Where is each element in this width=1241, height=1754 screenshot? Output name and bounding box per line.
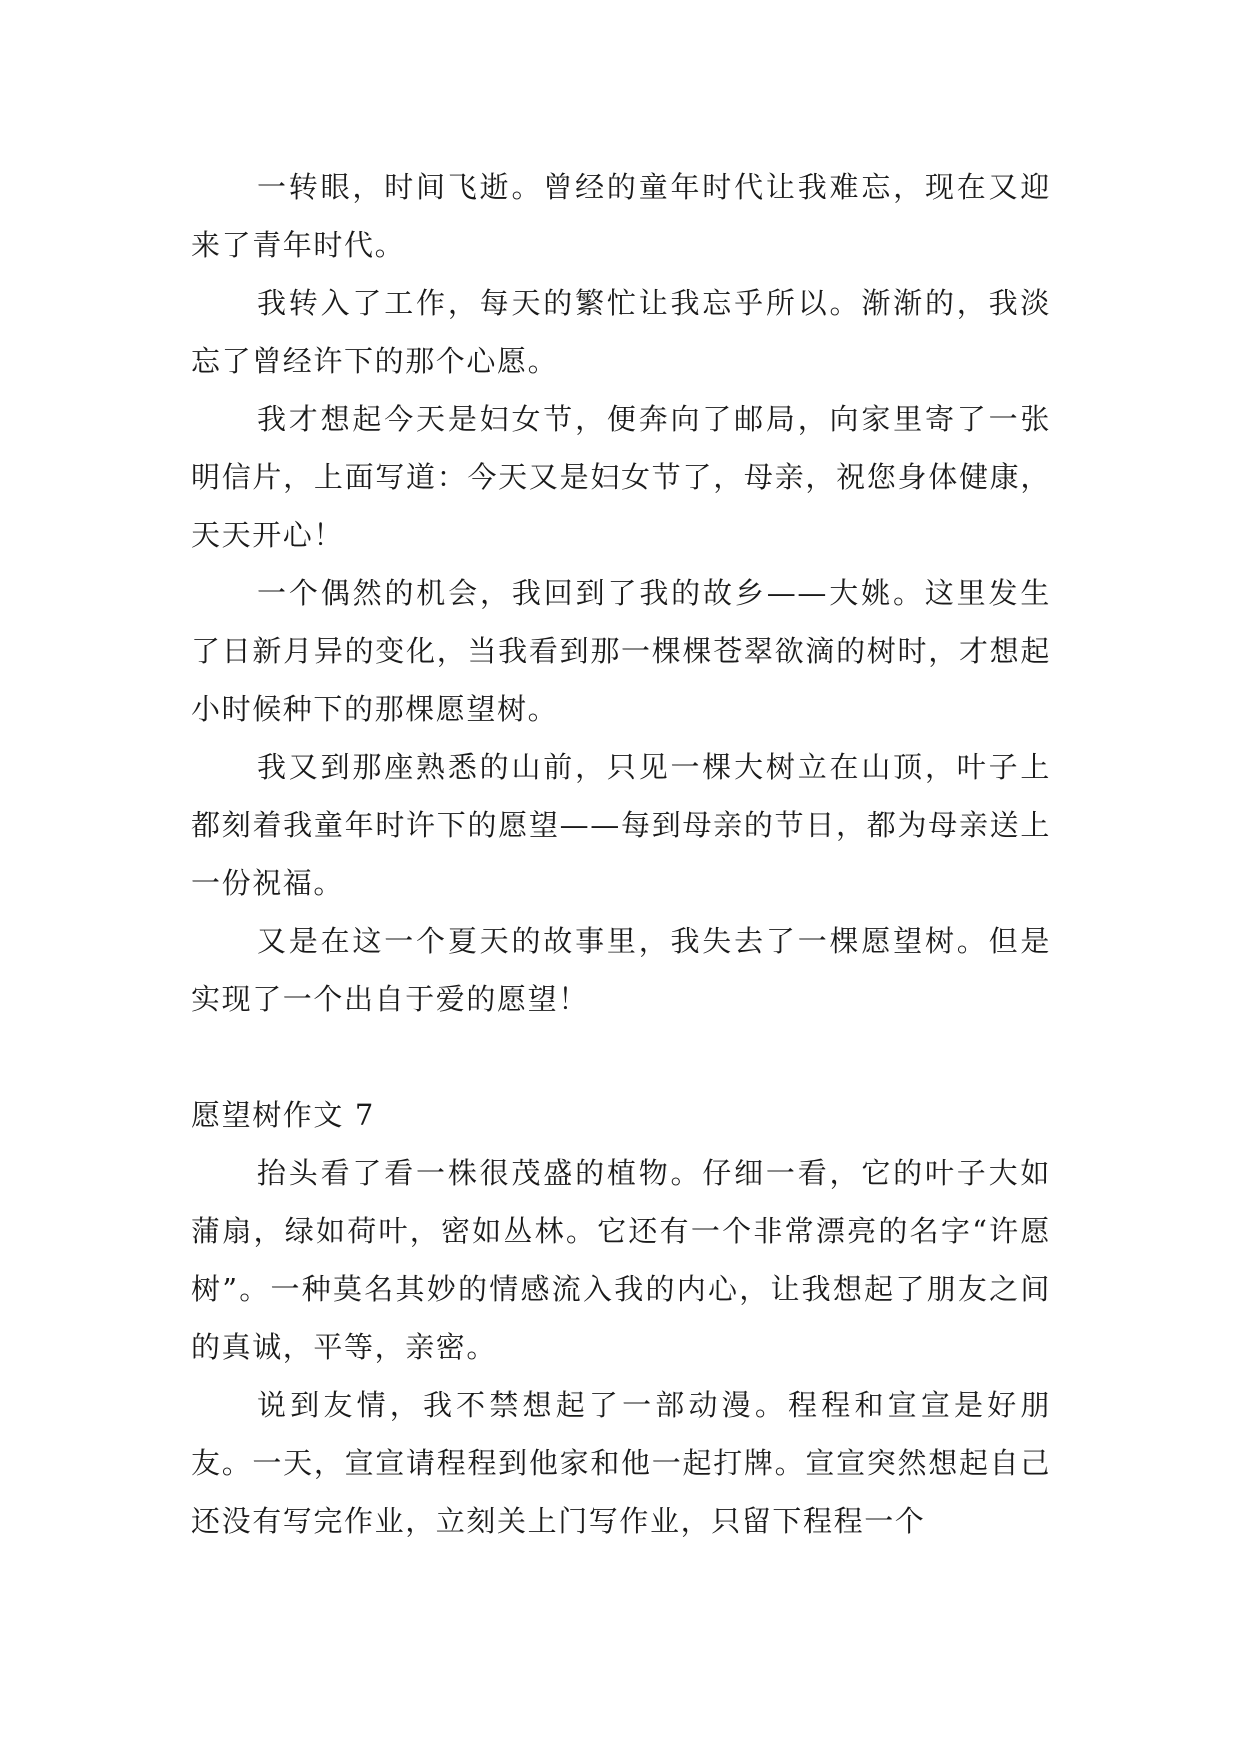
paragraph: 一个偶然的机会，我回到了我的故乡——大姚。这里发生了日新月异的变化，当我看到那一棵棵苍翠欲滴的树时，才想起小时候种下的那棵愿望树。 xyxy=(191,576,1051,726)
paragraph: 我才想起今天是妇女节，便奔向了邮局，向家里寄了一张明信片，上面写道：今天又是妇女节了，母亲，祝您身体健康，天天开心！ xyxy=(191,402,1051,552)
paragraph: 说到友情，我不禁想起了一部动漫。程程和宣宣是好朋友。一天，宣宣请程程到他家和他一起打牌。宣宣突然想起自己还没有写完作业，立刻关上门写作业，只留下程程一个 xyxy=(191,1388,1051,1538)
paragraph: 又是在这一个夏天的故事里，我失去了一棵愿望树。但是实现了一个出自于爱的愿望！ xyxy=(191,924,1051,1016)
paragraph: 抬头看了看一株很茂盛的植物。仔细一看，它的叶子大如蒲扇，绿如荷叶，密如丛林。它还有一个非常漂亮的名字“许愿树”。一种莫名其妙的情感流入我的内心，让我想起了朋友之间的真诚，平等，亲密。 xyxy=(191,1156,1051,1364)
document-body xyxy=(191,158,1051,1550)
paragraph: 我转入了工作，每天的繁忙让我忘乎所以。渐渐的，我淡忘了曾经许下的那个心愿。 xyxy=(191,286,1051,378)
paragraph: 一转眼，时间飞逝。曾经的童年时代让我难忘，现在又迎来了青年时代。 xyxy=(191,170,1051,262)
section-heading: 愿望树作文 7 xyxy=(191,1098,375,1132)
paragraph: 我又到那座熟悉的山前，只见一棵大树立在山顶，叶子上都刻着我童年时许下的愿望——每到母亲的节日，都为母亲送上一份祝福。 xyxy=(191,750,1051,900)
